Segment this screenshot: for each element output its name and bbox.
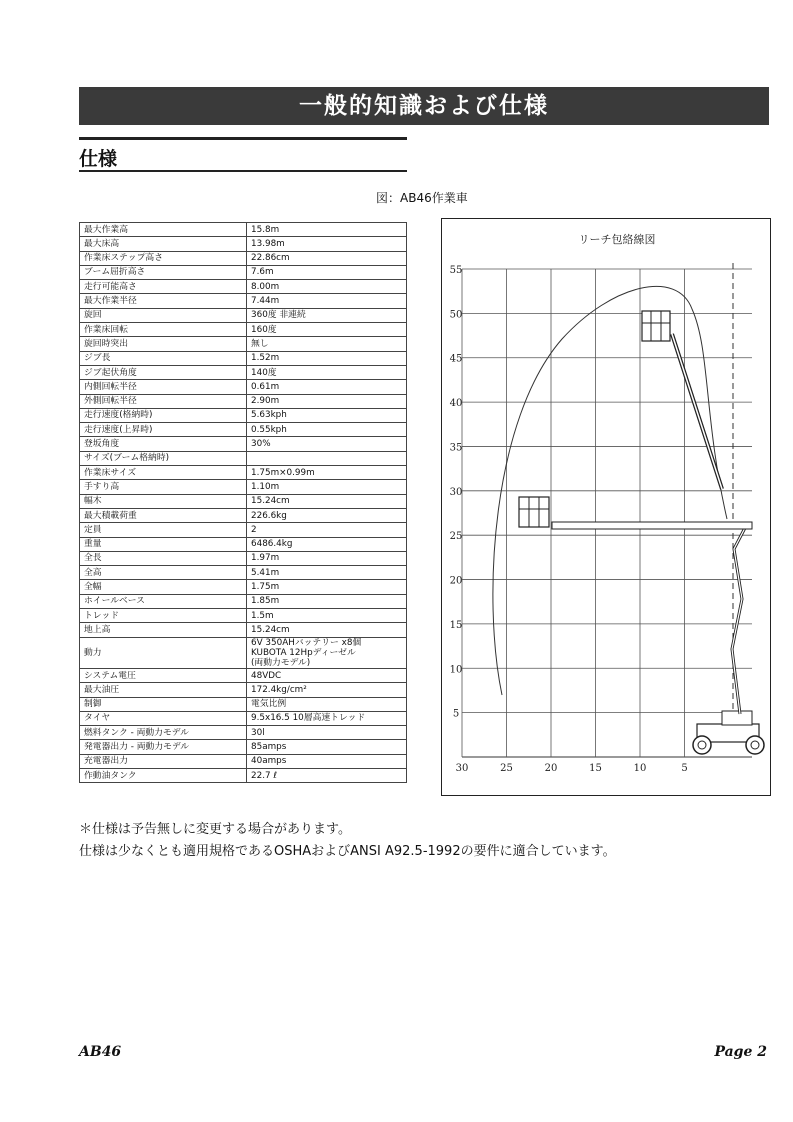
spec-row [80,294,407,308]
section-title: 仕様 [79,148,118,170]
spec-value: 85amps [247,740,407,754]
spec-row [80,323,407,337]
spec-label: 地上高 [80,623,247,637]
note-compliance: 仕様は少なくとも適用規格であるOSHAおよびANSI A92.5-1992の要件に適合しています。 [79,844,616,859]
spec-label: システム電圧 [80,668,247,682]
spec-label: ジブ起伏角度 [80,365,247,379]
x-tick-label: 25 [500,763,513,774]
spec-row [80,380,407,394]
spec-value: 140度 [247,365,407,379]
spec-value: 30l [247,726,407,740]
x-tick-label: 5 [681,763,688,774]
spec-label: ジブ長 [80,351,247,365]
spec-label: 最大油圧 [80,683,247,697]
spec-label: 発電器出力 - 両動力モデル [80,740,247,754]
spec-row [80,711,407,725]
spec-row [80,365,407,379]
y-tick-label: 40 [449,398,463,410]
spec-row [80,494,407,508]
spec-label: 作業床サイズ [80,466,247,480]
spec-row [80,740,407,754]
spec-row [80,408,407,422]
spec-value: 8.00m [247,280,407,294]
x-tick-label: 10 [633,763,647,774]
spec-row [80,223,407,237]
spec-label: サイズ(ブーム格納時) [80,451,247,465]
footer-page-number: Page 2 [714,1044,767,1060]
spec-label: 外側回転半径 [80,394,247,408]
spec-value: 9.5x16.5 10層高速トレッド [247,711,407,725]
spec-label: 最大作業高 [80,223,247,237]
spec-label: タイヤ [80,711,247,725]
boom-elevated [642,311,722,489]
spec-row [80,394,407,408]
spec-label: 手すり高 [80,480,247,494]
spec-value: 0.55kph [247,423,407,437]
spec-value: 15.8m [247,223,407,237]
spec-label: 旋回 [80,308,247,322]
spec-label: 制御 [80,697,247,711]
spec-value: 1.85m [247,594,407,608]
spec-label: 燃料タンク - 両動力モデル [80,726,247,740]
spec-value: 15.24cm [247,494,407,508]
spec-value: 160度 [247,323,407,337]
footer-model: AB46 [79,1044,122,1060]
chart-title: リーチ包絡線図 [578,233,656,246]
spec-value: 1.10m [247,480,407,494]
spec-value: 5.63kph [247,408,407,422]
spec-label: 作動油タンク [80,769,247,783]
spec-label: 全高 [80,566,247,580]
spec-label: 全長 [80,551,247,565]
spec-row [80,683,407,697]
spec-value: 13.98m [247,237,407,251]
spec-value: 172.4kg/cm² [247,683,407,697]
spec-label: 内側回転半径 [80,380,247,394]
spec-label: 走行速度(格納時) [80,408,247,422]
spec-row [80,537,407,551]
spec-row [80,637,407,668]
spec-label: 走行速度(上昇時) [80,423,247,437]
reach-envelope-svg [442,219,769,794]
figure-caption: 図：AB46作業車 [376,191,468,205]
spec-label: 最大作業半径 [80,294,247,308]
spec-label: 最大積載荷重 [80,508,247,522]
spec-row [80,623,407,637]
spec-value: 2 [247,523,407,537]
spec-row [80,280,407,294]
spec-row [80,754,407,768]
spec-row [80,668,407,682]
y-tick-label: 25 [449,531,463,543]
note-spec-change: ＊仕様は予告無しに変更する場合があります。 [79,822,351,837]
spec-value: 15.24cm [247,623,407,637]
spec-row [80,523,407,537]
spec-value: 48VDC [247,668,407,682]
spec-value [247,451,407,465]
spec-label: 作業床回転 [80,323,247,337]
spec-value: 5.41m [247,566,407,580]
spec-row [80,609,407,623]
spec-value: 6486.4kg [247,537,407,551]
spec-row [80,451,407,465]
spec-row [80,508,407,522]
spec-value: 30% [247,437,407,451]
spec-value: 1.97m [247,551,407,565]
spec-label: ホイールベース [80,594,247,608]
x-tick-label: 15 [589,763,602,774]
spec-row [80,594,407,608]
spec-label: 定員 [80,523,247,537]
spec-row [80,265,407,279]
spec-label: 全幅 [80,580,247,594]
y-tick-label: 35 [449,442,463,454]
y-tick-label: 50 [449,309,463,321]
spec-value: 1.5m [247,609,407,623]
spec-value: 1.75m [247,580,407,594]
spec-table [79,222,407,783]
spec-value: 0.61m [247,380,407,394]
spec-row [80,351,407,365]
spec-row [80,726,407,740]
spec-row [80,551,407,565]
y-tick-label: 5 [452,708,460,720]
boom-horizontal [519,497,752,529]
spec-value: 7.44m [247,294,407,308]
y-tick-label: 15 [449,619,463,631]
spec-row [80,423,407,437]
spec-row [80,480,407,494]
spec-row [80,769,407,783]
spec-label: 重量 [80,537,247,551]
machine-base [693,711,764,754]
x-tick-label: 20 [544,763,558,774]
spec-value: 360度 非連続 [247,308,407,322]
spec-label: トレッド [80,609,247,623]
spec-value: 7.6m [247,265,407,279]
spec-row [80,466,407,480]
spec-label: 動力 [80,637,247,668]
spec-value: 1.75m×0.99m [247,466,407,480]
spec-value: 1.52m [247,351,407,365]
spec-row [80,697,407,711]
y-tick-label: 45 [449,353,463,365]
spec-value: 40amps [247,754,407,768]
spec-label: 作業床ステップ高さ [80,251,247,265]
y-tick-label: 30 [449,486,463,498]
spec-label: 走行可能高さ [80,280,247,294]
spec-value: 2.90m [247,394,407,408]
spec-row [80,251,407,265]
y-tick-label: 10 [449,664,463,676]
spec-label: ブーム屈折高さ [80,265,247,279]
spec-label: 登坂角度 [80,437,247,451]
spec-value: 22.86cm [247,251,407,265]
spec-value: 電気比例 [247,697,407,711]
spec-row [80,580,407,594]
spec-row [80,566,407,580]
reach-envelope-chart [441,218,771,796]
y-tick-label: 55 [449,265,463,276]
y-tick-label: 20 [449,575,463,587]
spec-value: 6V 350AHバッテリー x8個 KUBOTA 12Hpディーゼル (両動力モデル) [247,637,407,668]
spec-value: 22.7 ℓ [247,769,407,783]
spec-value: 226.6kg [247,508,407,522]
spec-row [80,337,407,351]
section-banner: 一般的知識および仕様 [79,87,769,125]
spec-label: 幅木 [80,494,247,508]
x-tick-label: 30 [455,763,469,774]
spec-row [80,237,407,251]
spec-label: 最大床高 [80,237,247,251]
spec-row [80,308,407,322]
title-rule-top [79,137,407,140]
spec-label: 旋回時突出 [80,337,247,351]
spec-label: 充電器出力 [80,754,247,768]
spec-value: 無し [247,337,407,351]
spec-row [80,437,407,451]
title-rule-bottom [79,170,407,172]
